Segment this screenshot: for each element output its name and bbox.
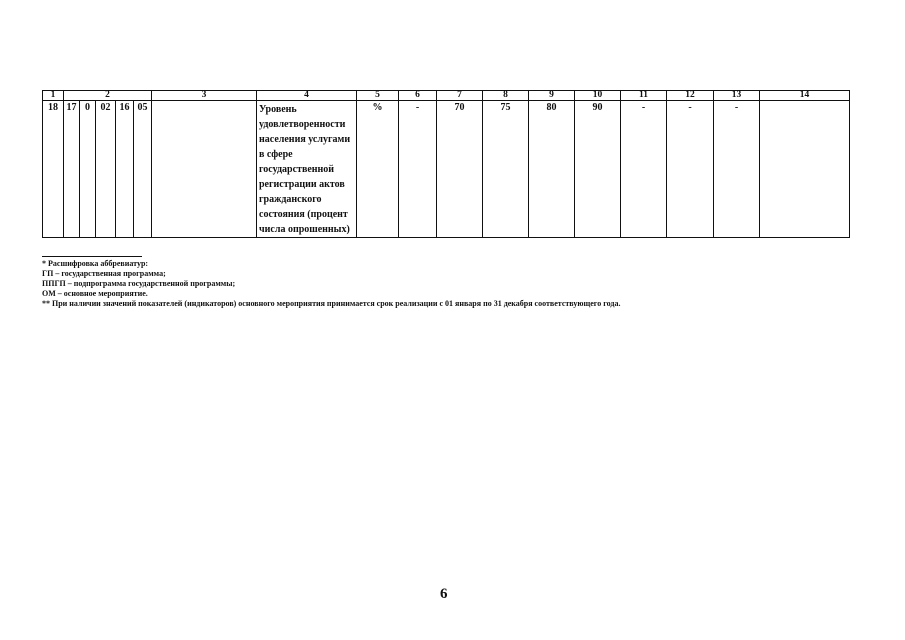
header-cell: 7: [437, 91, 483, 101]
table-row: [43, 101, 850, 238]
indicator-line: удовлетворенности: [259, 119, 346, 130]
code-cell: 0: [80, 101, 96, 238]
footnote-line: * Расшифровка аббревиатур:: [42, 259, 149, 268]
footnote-line: ** При наличии значений показателей (индикаторов) основного мероприятия принимается срок реализации с 01 января по 31 декабря соответствующего года.: [42, 299, 621, 308]
indicator-line: Уровень: [259, 104, 297, 115]
code-cell: 18: [43, 101, 64, 238]
value-cell: 80: [529, 101, 575, 238]
unit-cell: %: [357, 101, 399, 238]
page-number: 6: [440, 586, 448, 602]
footnote-line: ГП – государственная программа;: [42, 269, 166, 278]
code-cell: 05: [134, 101, 152, 238]
indicator-line: состояния (процент: [259, 209, 348, 220]
header-cell: 6: [399, 91, 437, 101]
value-cell: 70: [437, 101, 483, 238]
code-cell: 02: [96, 101, 116, 238]
value-cell: -: [621, 101, 667, 238]
footnote-line: ППГП – подпрограмма государственной программы;: [42, 279, 236, 288]
footnote-line: ОМ – основное мероприятие.: [42, 289, 148, 298]
indicator-line: в сфере: [259, 149, 293, 160]
header-cell: 2: [64, 91, 152, 101]
header-cell: 1: [43, 91, 64, 101]
value-cell: -: [399, 101, 437, 238]
header-cell: 4: [257, 91, 357, 101]
header-cell: 14: [760, 91, 850, 101]
footnotes: [42, 259, 620, 309]
header-cell: 11: [621, 91, 667, 101]
value-cell: [760, 101, 850, 238]
indicator-line: государственной: [259, 164, 335, 175]
table-header-row: [43, 91, 850, 101]
indicator-table: [42, 90, 850, 238]
header-cell: 9: [529, 91, 575, 101]
value-cell: -: [667, 101, 714, 238]
header-cell: 5: [357, 91, 399, 101]
header-cell: 12: [667, 91, 714, 101]
indicator-line: регистрации актов: [259, 179, 345, 190]
value-cell: -: [714, 101, 760, 238]
indicator-line: числа опрошенных): [259, 224, 350, 235]
header-cell: 13: [714, 91, 760, 101]
value-cell: 90: [575, 101, 621, 238]
main-event-cell: [152, 101, 257, 238]
footnote-divider: [42, 256, 142, 257]
indicator-name-cell: [257, 101, 357, 238]
header-cell: 10: [575, 91, 621, 101]
header-cell: 3: [152, 91, 257, 101]
value-cell: 75: [483, 101, 529, 238]
code-cell: 16: [116, 101, 134, 238]
header-cell: 8: [483, 91, 529, 101]
indicator-line: гражданского: [259, 194, 322, 205]
indicator-line: населения услугами: [259, 134, 351, 145]
code-cell: 17: [64, 101, 80, 238]
